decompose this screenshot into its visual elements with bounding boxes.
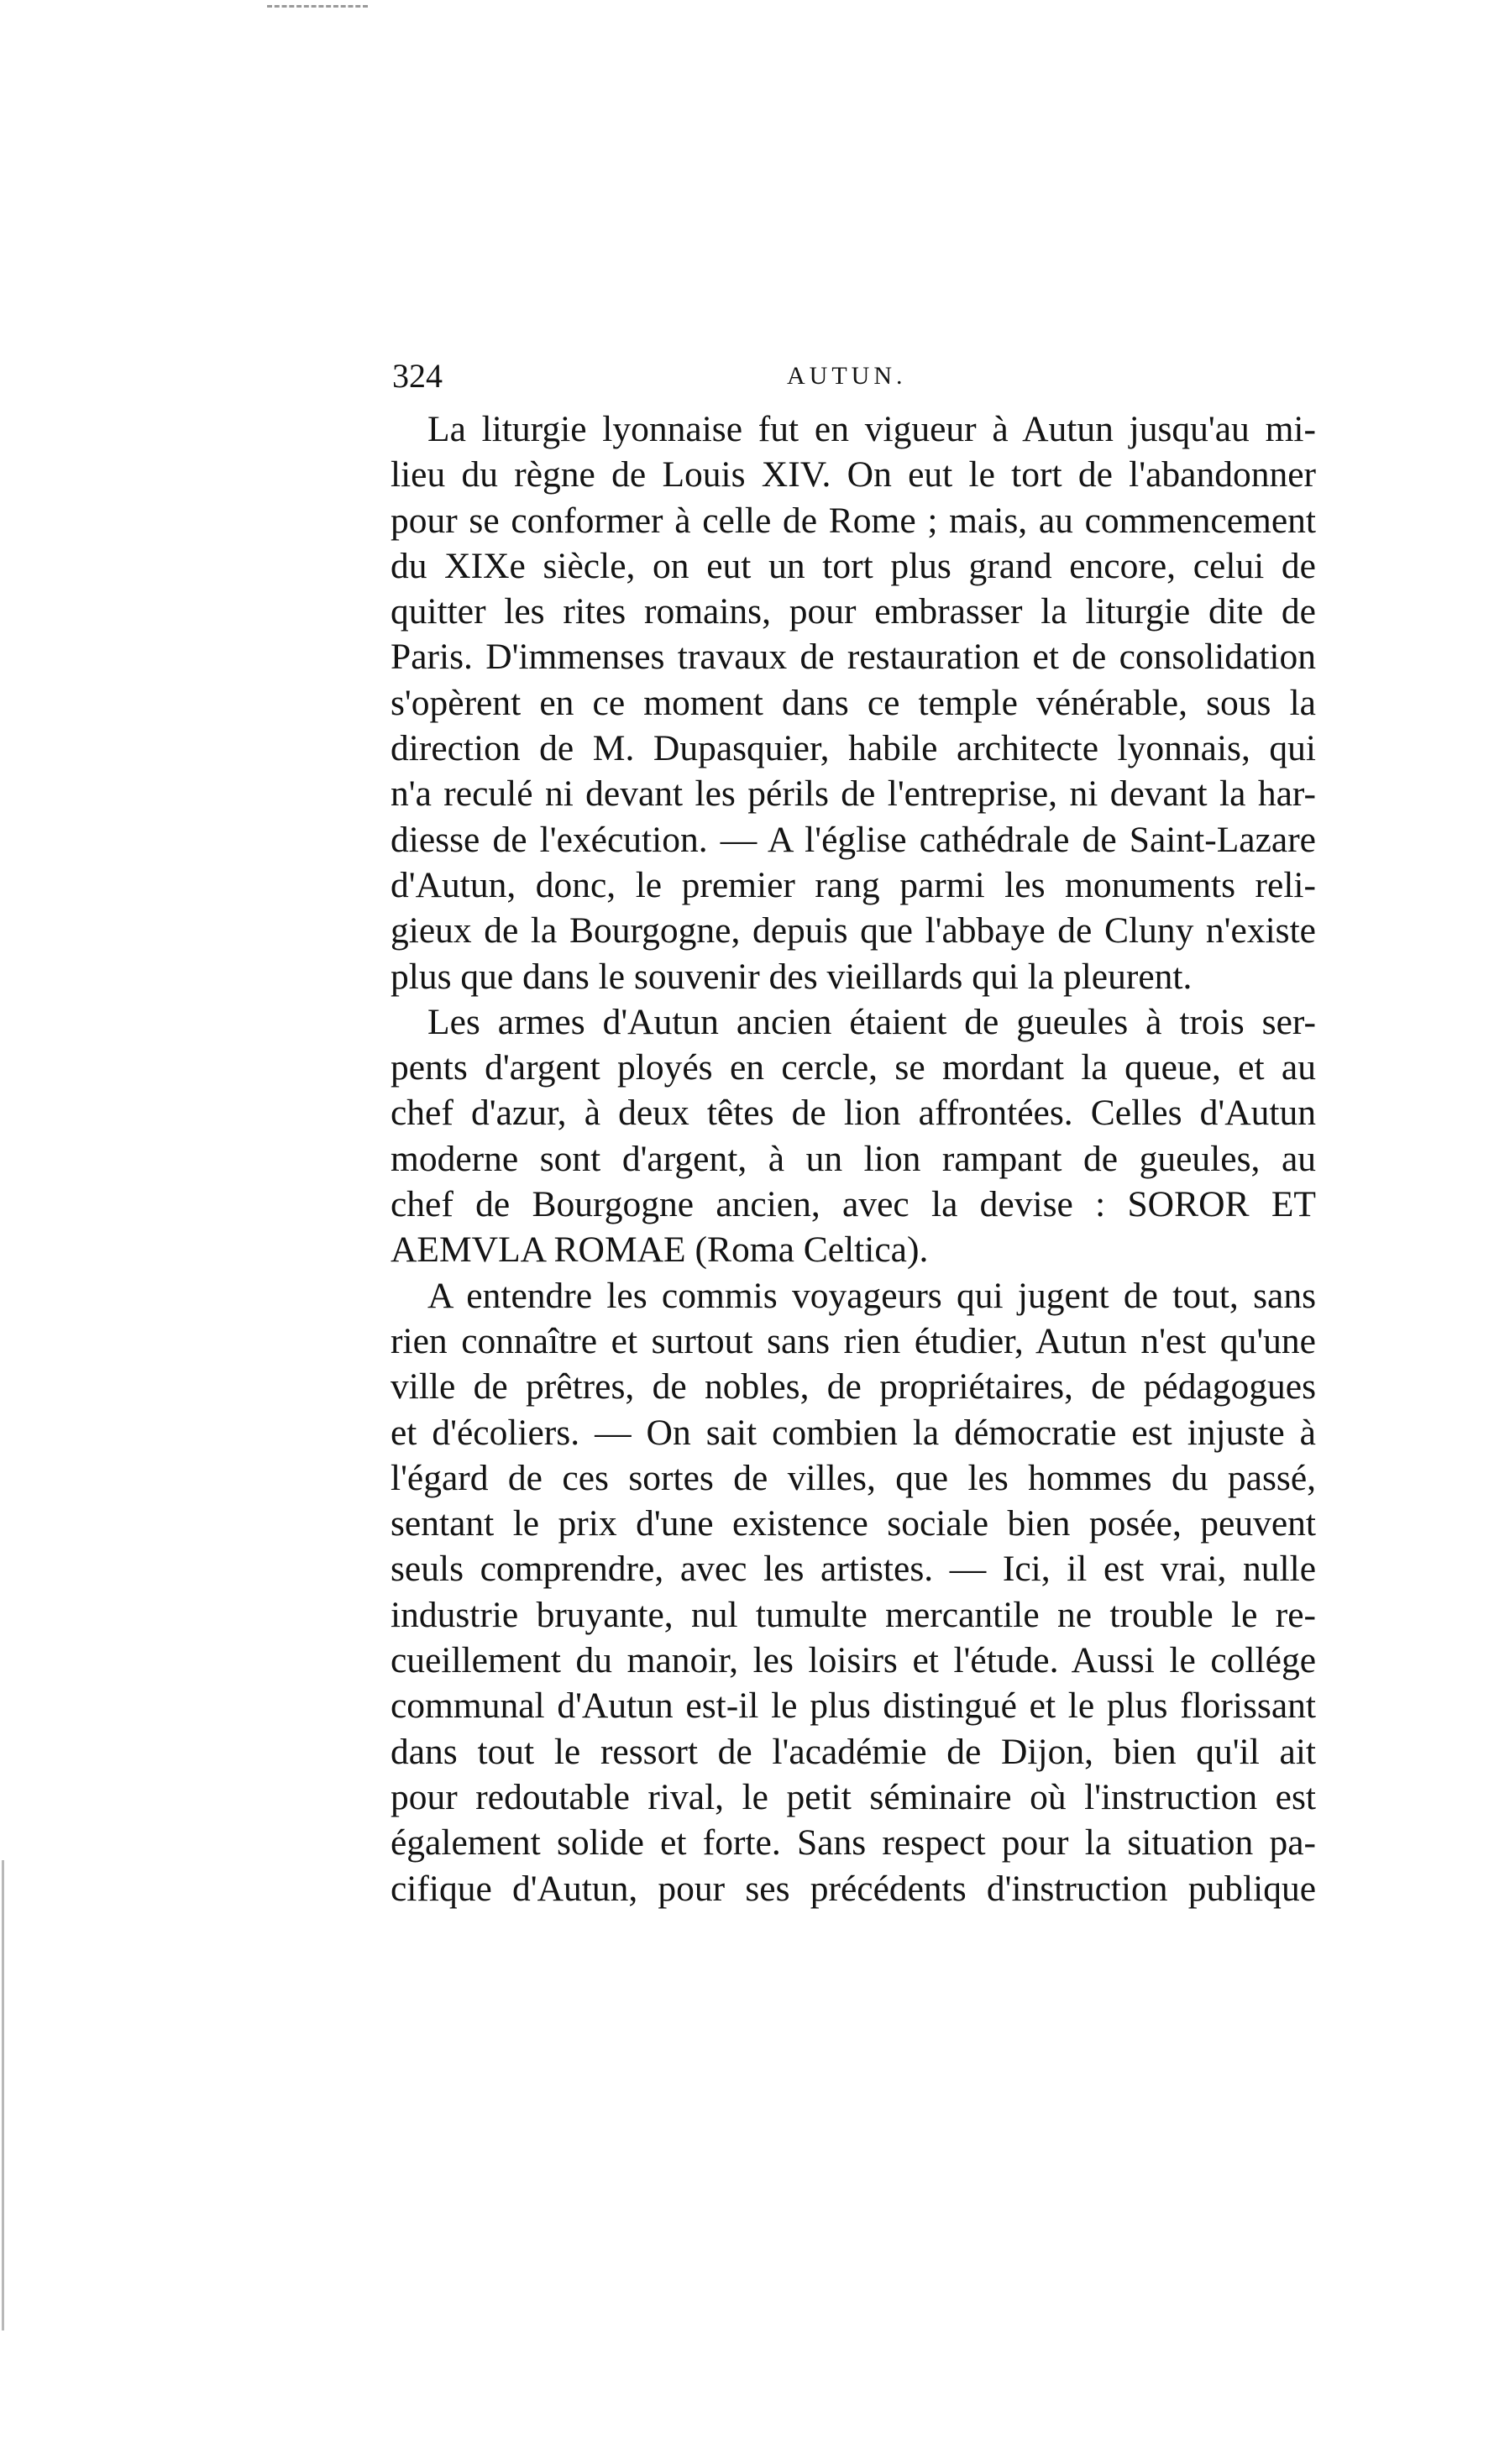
text-line: gieux de la Bourgogne, depuis que l'abbaye de Cluny n'existe — [391, 910, 1316, 952]
text-line: Les armes d'Autun ancien étaient de gueules à trois ser- — [427, 1001, 1316, 1042]
text-line: pour se conformer à celle de Rome ; mais, au commencement — [391, 500, 1316, 541]
top-margin-rule — [267, 5, 368, 8]
text-line: sentant le prix d'une existence sociale bien posée, peuvent — [391, 1503, 1316, 1544]
text-line: dans tout le ressort de l'académie de Dijon, bien qu'il ait — [391, 1731, 1316, 1772]
text-line: rien connaître et surtout sans rien étudier, Autun n'est qu'une — [391, 1320, 1316, 1361]
left-margin-scan-line — [2, 1860, 4, 2330]
running-title: AUTUN. — [787, 362, 907, 390]
text-line: La liturgie lyonnaise fut en vigueur à Autun jusqu'au mi- — [427, 409, 1316, 449]
text-line: l'égard de ces sortes de villes, que les hommes du passé, — [391, 1457, 1316, 1498]
text-line: communal d'Autun est-il le plus distingué et le plus florissant — [391, 1685, 1316, 1727]
text-line: chef d'azur, à deux têtes de lion affrontées. Celles d'Autun — [391, 1093, 1316, 1134]
text-line: pents d'argent ployés en cercle, se mordant la queue, et au — [391, 1047, 1316, 1088]
text-line: et d'écoliers. — On sait combien la démocratie est injuste à — [391, 1412, 1316, 1453]
text-line: s'opèrent en ce moment dans ce temple vénérable, sous la — [391, 682, 1316, 723]
body-text — [391, 406, 1316, 1911]
paragraph-travellers — [391, 1273, 1316, 1911]
text-line: du XIXe siècle, on eut un tort plus grand encore, celui de — [391, 545, 1316, 586]
text-line: moderne sont d'argent, à un lion rampant de gueules, au — [391, 1138, 1316, 1179]
text-line: quitter les rites romains, pour embrasser la liturgie dite de — [391, 591, 1316, 632]
paragraph-arms — [391, 999, 1316, 1273]
text-line: AEMVLA ROMAE (Roma Celtica). — [391, 1229, 929, 1271]
text-line: direction de M. Dupasquier, habile architecte lyonnais, qui — [391, 728, 1316, 769]
text-line: cifique d'Autun, pour ses précédents d'instruction publique — [391, 1868, 1316, 1909]
text-line: plus que dans le souvenir des vieillards qui la pleurent. — [391, 956, 1193, 997]
text-line: lieu du règne de Louis XIV. On eut le tort de l'abandonner — [391, 454, 1316, 495]
text-line: seuls comprendre, avec les artistes. — Ici, il est vrai, nulle — [391, 1549, 1316, 1590]
paragraph-liturgy — [391, 406, 1316, 999]
page-header — [392, 351, 1316, 401]
text-line: également solide et forte. Sans respect pour la situation pa- — [391, 1822, 1316, 1864]
page-number: 324 — [392, 357, 443, 395]
text-line: n'a reculé ni devant les périls de l'entreprise, ni devant la har- — [391, 773, 1316, 815]
text-line: ville de prêtres, de nobles, de propriétaires, de pédagogues — [391, 1366, 1316, 1408]
text-line: chef de Bourgogne ancien, avec la devise : SOROR ET — [391, 1184, 1316, 1225]
text-line: A entendre les commis voyageurs qui jugent de tout, sans — [427, 1275, 1316, 1316]
text-line: cueillement du manoir, les loisirs et l'étude. Aussi le collége — [391, 1640, 1316, 1681]
text-line: industrie bruyante, nul tumulte mercantile ne trouble le re- — [391, 1594, 1316, 1635]
text-line: d'Autun, donc, le premier rang parmi les monuments reli- — [391, 864, 1316, 905]
text-line: pour redoutable rival, le petit séminaire où l'instruction est — [391, 1776, 1316, 1817]
text-line: diesse de l'exécution. — A l'église cathédrale de Saint-Lazare — [391, 819, 1316, 860]
text-line: Paris. D'immenses travaux de restauration et de consolidation — [391, 637, 1316, 678]
